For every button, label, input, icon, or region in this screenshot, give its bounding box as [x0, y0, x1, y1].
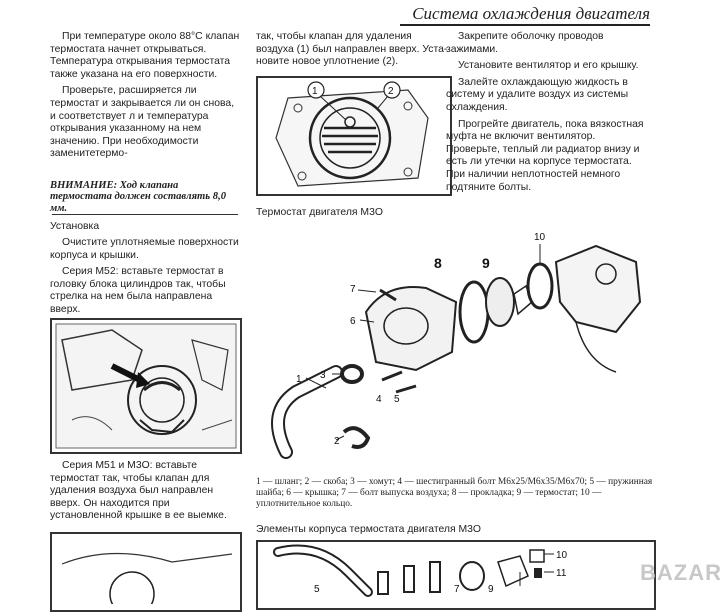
install-text	[50, 237, 240, 321]
paragraph: Залейте охлаждающую жидкость в систему и удалите воздух из системы охлаждения.	[446, 76, 629, 113]
figure-m52-install	[50, 318, 242, 454]
callout-label: 4	[376, 394, 382, 405]
right-column	[446, 31, 652, 198]
figure-m30-exploded	[256, 222, 656, 472]
callout-label: 5	[314, 584, 320, 595]
section-subhead: Установка	[50, 221, 100, 232]
callout-label: 3	[320, 370, 326, 381]
figure-thermostat-cover	[256, 76, 452, 196]
paragraph: При температуре около 88°С клапан термостата начнет открываться. Температура открывания термостата также указана на его поверхности.	[50, 31, 240, 80]
callout-label: 6	[350, 316, 356, 327]
callout-label: 2	[334, 436, 340, 447]
divider	[52, 214, 238, 215]
paragraph: так, чтобы клапан для удаления воздуха (1) был направлен вверх. Уста-новите новое уплотнение (2).	[256, 31, 448, 68]
paragraph: Серия М52: вставьте термостат в головку блока цилиндров так, чтобы стрелка на нем была направлена вверх.	[50, 266, 226, 315]
callout-label: 10	[534, 232, 546, 243]
left-column	[50, 31, 240, 165]
page-header	[400, 4, 650, 26]
callout-label: 11	[556, 568, 567, 579]
callout-label: 7	[454, 584, 460, 595]
m30-exploded-illustration	[256, 222, 656, 472]
paragraph: Закрепите оболочку проводов зажимами.	[446, 31, 604, 55]
callout-label: 1	[312, 86, 318, 97]
housing-elements-illustration	[258, 542, 654, 602]
callout-label: 5	[394, 394, 400, 405]
callout-label: 9	[488, 584, 494, 595]
callout-label: 2	[388, 86, 394, 97]
m52-install-illustration	[52, 320, 240, 452]
middle-text	[256, 31, 452, 73]
figure-caption: 1 — шланг; 2 — скоба; 3 — хомут; 4 — шестигранный болт М6х25/М6х35/М6х70; 5 — пружинная шайба; 6 — крышка; 7 — болт выпуска воздуха; 8 — прокладка; 9 — термостат; 10 — уплотнительное кольцо.	[256, 477, 653, 509]
figure-m51-install	[50, 532, 242, 612]
warning-note: ВНИМАНИЕ: Ход клапана термостата должен составлять 8,0 мм.	[50, 180, 227, 214]
paragraph: Проверьте, расширяется ли термостат и закрывается ли он снова, и соответствует л и температура открывания указанному на нем значению. При необходимости заменитетермо-	[50, 85, 235, 160]
callout-label: 1	[296, 374, 302, 385]
cover-illustration	[258, 78, 450, 194]
callout-label: 10	[556, 550, 568, 561]
paragraph: Очистите уплотняемые поверхности корпуса и крышки.	[50, 237, 239, 261]
m51-install-illustration	[52, 534, 240, 604]
callout-label: 9	[482, 255, 490, 271]
figure-title: Элементы корпуса термостата двигателя М3О	[256, 524, 482, 535]
m51-text	[50, 460, 240, 527]
page-title: Система охлаждения двигателя	[412, 4, 650, 23]
callout-label: 7	[350, 284, 356, 295]
paragraph: Серия М51 и М3О: вставьте термостат так, чтобы клапан для удаления воздуха был направлен вверх. Он находится при установленной крышке в ее выемке.	[50, 460, 227, 522]
callout-label: 8	[434, 255, 442, 271]
header-rule	[400, 24, 650, 26]
figure-title: Термостат двигателя М3О	[256, 207, 383, 218]
paragraph: Установите вентилятор и его крышку.	[458, 60, 639, 72]
paragraph: Прогрейте двигатель, пока вязкостная муфта не включит вентилятор. Проверьте, теплый ли радиатор внизу и есть ли утечки на корпусе термостата. При наличии неплотностей немного подтяните болты.	[446, 118, 644, 193]
watermark-logo: BAZAR	[640, 560, 722, 585]
